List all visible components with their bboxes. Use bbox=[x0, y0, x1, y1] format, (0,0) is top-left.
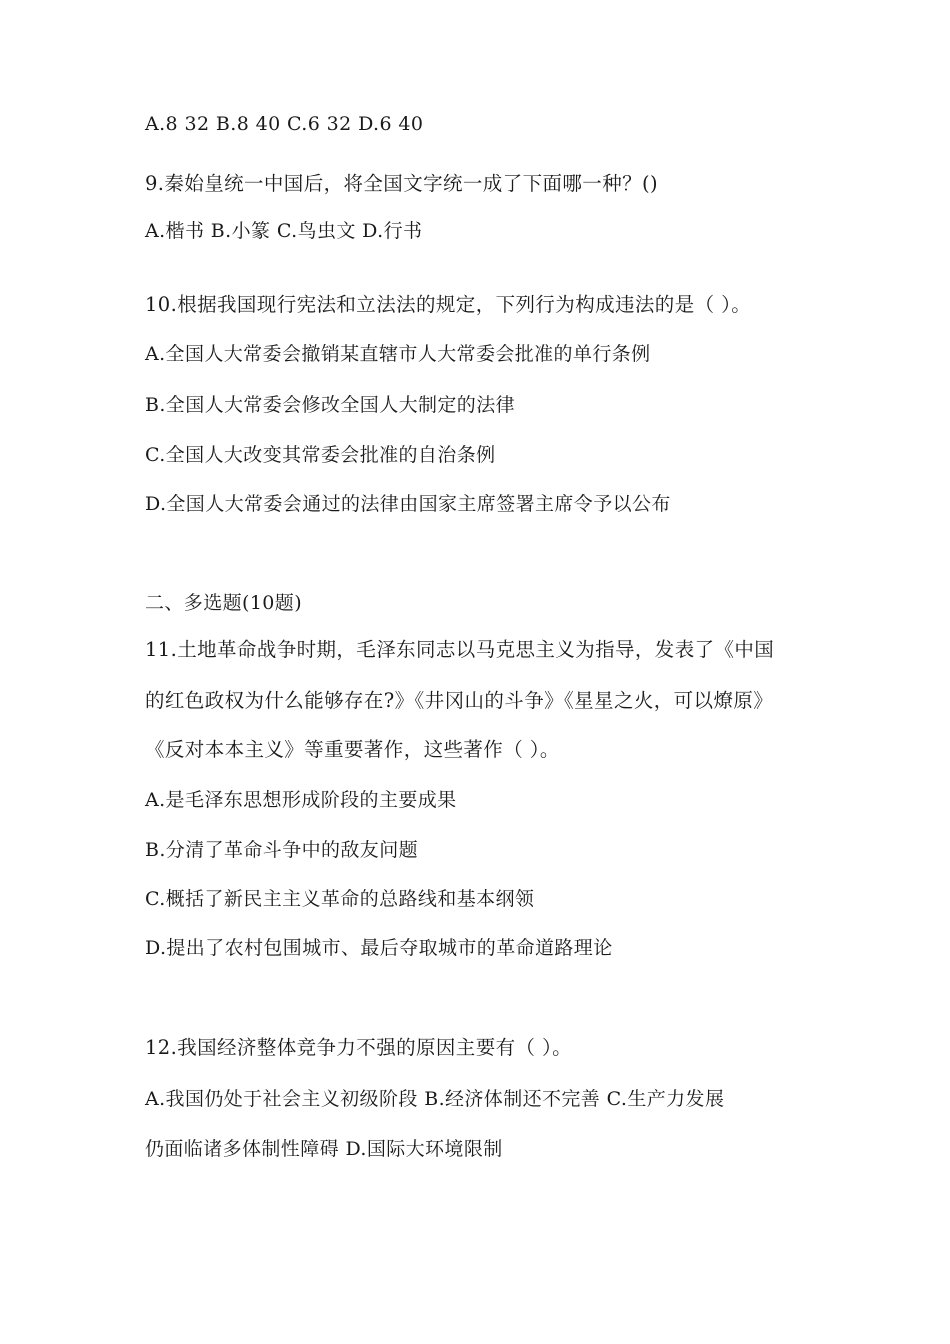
q11-stem-line3: 《反对本本主义》等重要著作，这些著作（ ）。 bbox=[145, 738, 560, 761]
q12-options-line2: 仍面临诸多体制性障碍 D.国际大环境限制 bbox=[145, 1138, 503, 1160]
q10-option-d: D.全国人大常委会通过的法律由国家主席签署主席令予以公布 bbox=[145, 493, 671, 515]
q10-option-c: C.全国人大改变其常委会批准的自治条例 bbox=[145, 444, 496, 466]
q12-options-line1: A.我国仍处于社会主义初级阶段 B.经济体制还不完善 C.生产力发展 bbox=[145, 1088, 725, 1110]
q10-stem: 10.根据我国现行宪法和立法法的规定，下列行为构成违法的是（ ）。 bbox=[145, 293, 752, 316]
q11-option-c: C.概括了新民主主义革命的总路线和基本纲领 bbox=[145, 888, 535, 910]
q12-stem: 12.我国经济整体竞争力不强的原因主要有（ ）。 bbox=[145, 1036, 573, 1059]
q10-option-b: B.全国人大常委会修改全国人大制定的法律 bbox=[145, 394, 516, 416]
section-heading-multiple-choice: 二、多选题(10题) bbox=[145, 592, 303, 614]
q9-options: A.楷书 B.小篆 C.鸟虫文 D.行书 bbox=[145, 220, 423, 242]
q9-stem: 9.秦始皇统一中国后，将全国文字统一成了下面哪一种？() bbox=[145, 172, 659, 195]
q11-stem-line1: 11.土地革命战争时期，毛泽东同志以马克思主义为指导，发表了《中国 bbox=[145, 638, 775, 661]
q11-stem-line2: 的红色政权为什么能够存在?》《井冈山的斗争》《星星之火，可以燎原》 bbox=[145, 689, 774, 712]
q11-option-d: D.提出了农村包围城市、最后夺取城市的革命道路理论 bbox=[145, 937, 613, 959]
q8-options: A.8 32 B.8 40 C.6 32 D.6 40 bbox=[145, 113, 424, 135]
q11-option-b: B.分清了革命斗争中的敌友问题 bbox=[145, 839, 419, 861]
q10-option-a: A.全国人大常委会撤销某直辖市人大常委会批准的单行条例 bbox=[145, 343, 651, 365]
q11-option-a: A.是毛泽东思想形成阶段的主要成果 bbox=[145, 789, 457, 811]
